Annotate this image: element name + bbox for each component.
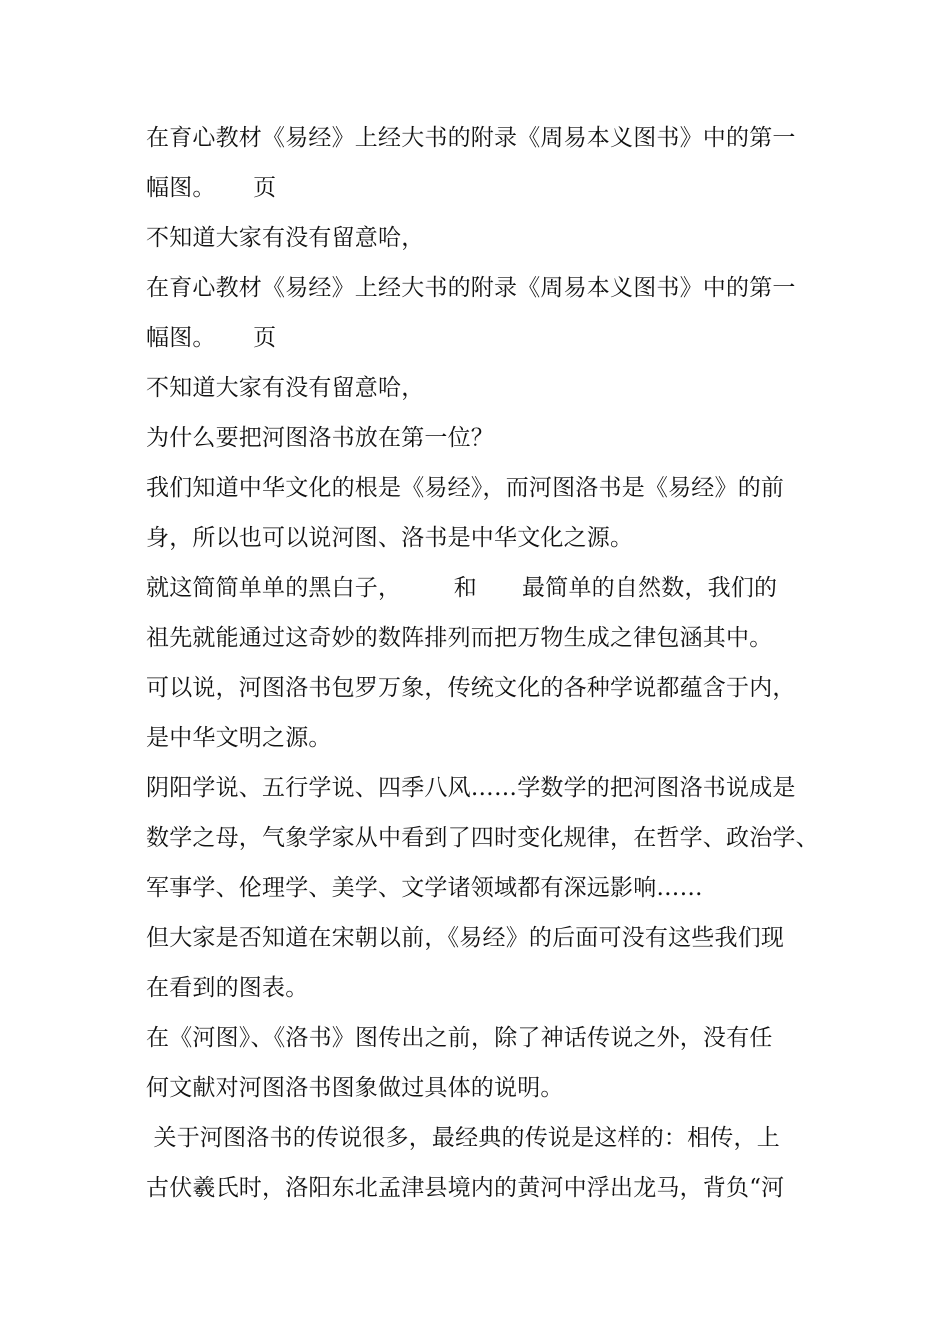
text-line: 不知道大家有没有留意哈，: [146, 375, 425, 401]
text-line: 祖先就能通过这奇妙的数阵排列而把万物生成之律包涵其中。: [146, 625, 773, 651]
text-line: 可以说，河图洛书包罗万象，传统文化的各种学说都蕴含于内，: [146, 675, 796, 701]
text-line: 幅图。 页: [146, 175, 277, 201]
text-line: 为什么要把河图洛书放在第一位？: [146, 425, 494, 451]
text-line: 古伏羲氏时，洛阳东北孟津县境内的黄河中浮出龙马，背负“河: [146, 1175, 785, 1201]
text-line: 在育心教材《易经》上经大书的附录《周易本义图书》中的第一: [146, 275, 796, 301]
text-line: 在《河图》、《洛书》图传出之前，除了神话传说之外，没有任: [146, 1025, 773, 1051]
text-line: 但大家是否知道在宋朝以前，《易经》的后面可没有这些我们现: [146, 925, 785, 951]
text-line: 阴阳学说、五行学说、四季八风……学数学的把河图洛书说成是: [146, 775, 796, 801]
text-line: 身，所以也可以说河图、洛书是中华文化之源。: [146, 525, 634, 551]
text-line: 不知道大家有没有留意哈，: [146, 225, 425, 251]
text-line: 就这简简单单的黑白子， 和 最简单的自然数，我们的: [146, 575, 778, 601]
text-line: 是中华文明之源。: [146, 725, 332, 751]
text-line: 关于河图洛书的传说很多，最经典的传说是这样的：相传，上: [146, 1125, 780, 1151]
text-line: 数学之母，气象学家从中看到了四时变化规律，在哲学、政治学、: [146, 825, 819, 851]
text-line: 军事学、伦理学、美学、文学诸领域都有深远影响……: [146, 875, 703, 901]
text-line: 幅图。 页: [146, 325, 277, 351]
document-body: [146, 113, 819, 1213]
text-line: 我们知道中华文化的根是《易经》，而河图洛书是《易经》的前: [146, 475, 785, 501]
text-line: 在育心教材《易经》上经大书的附录《周易本义图书》中的第一: [146, 125, 796, 151]
text-line: 在看到的图表。: [146, 975, 309, 1001]
text-line: 何文献对河图洛书图象做过具体的说明。: [146, 1075, 564, 1101]
